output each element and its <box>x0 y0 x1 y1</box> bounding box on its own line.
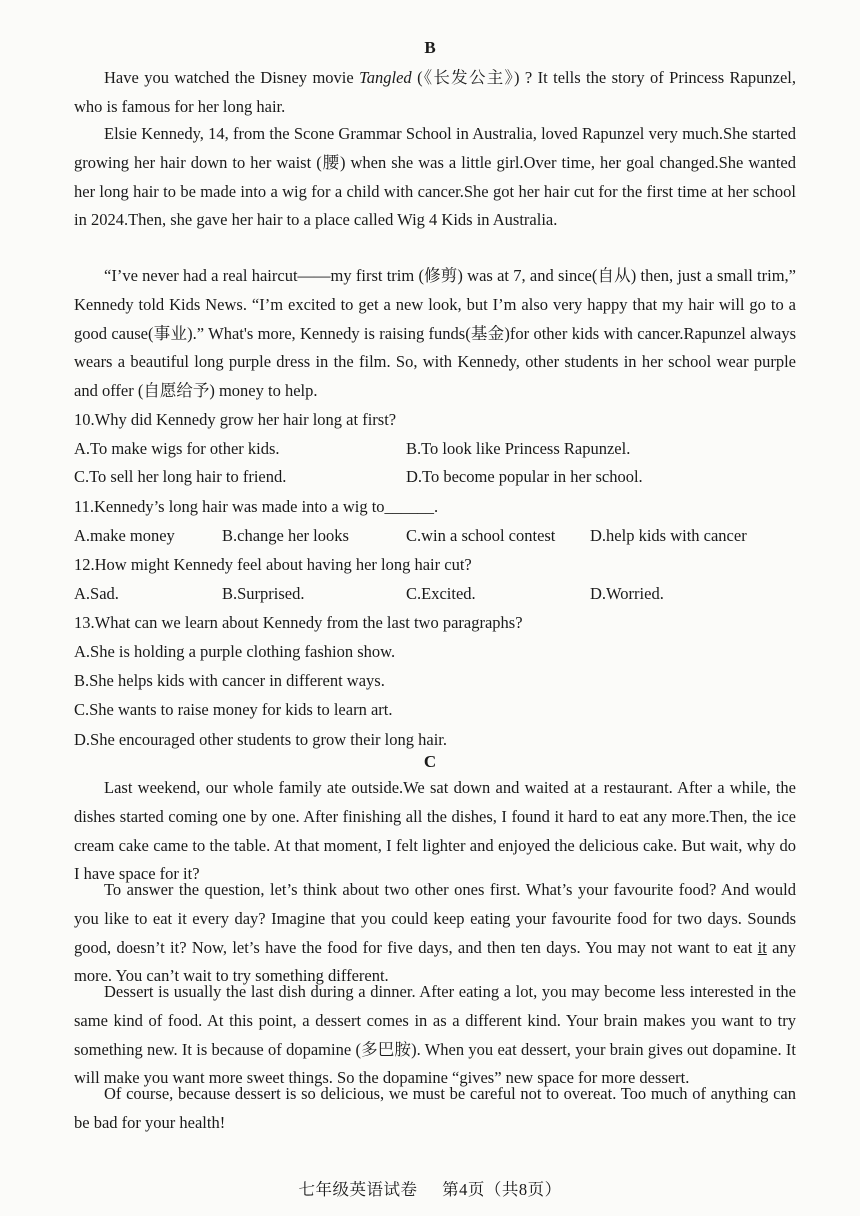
section-c-paragraph-3: Dessert is usually the last dish during a dinner. After eating a lot, you may become less interested in the same kind of food. At this point, a dessert comes in as a different kind. Your brain makes you want to try something new. It is because of dopamine (多巴胺). When you eat dessert, your brain gives out dopamine. It will make you want more sweet things. So the dopamine “gives” new space for more dessert. <box>74 982 796 1088</box>
question-13-option-a: A.She is holding a purple clothing fashion show. <box>74 642 396 661</box>
exam-name: 七年级英语试卷 <box>298 1180 418 1199</box>
question-12-option-a: A.Sad. <box>74 584 119 603</box>
page-number: 第4页（共8页） <box>442 1180 562 1199</box>
section-c-paragraph-1: Last weekend, our whole family ate outside.We sat down and waited at a restaurant. After a while, the dishes started coming one by one. After finishing all the dishes, I found it hard to eat any more.Then, the ice cream cake came to the table. At that moment, I felt lighter and enjoyed the delicious cake. But wait, why do I have space for it? <box>74 778 796 884</box>
section-b-heading: B <box>424 38 436 57</box>
question-12-option-b: B.Surprised. <box>222 584 305 603</box>
section-c-paragraph-2 <box>74 876 796 991</box>
question-13-option-c: C.She wants to raise money for kids to learn art. <box>74 700 393 719</box>
question-13-stem: 13.What can we learn about Kennedy from the last two paragraphs? <box>74 613 523 632</box>
question-11-option-a: A.make money <box>74 526 175 545</box>
question-11-option-b: B.change her looks <box>222 526 349 545</box>
paragraph-text: Have you watched the Disney movie <box>104 68 360 87</box>
section-c-heading: C <box>423 752 437 771</box>
question-12-stem: 12.How might Kennedy feel about having her long hair cut? <box>74 555 472 574</box>
question-11-option-d: D.help kids with cancer <box>590 526 747 545</box>
section-b-paragraph-2: Elsie Kennedy, 14, from the Scone Grammar School in Australia, loved Rapunzel very much.She started growing her hair down to her waist (腰) when she was a little girl.Over time, her goal changed.She wanted her long hair to be made into a wig for a child with cancer.She got her hair cut for the first time at her school in 2024.Then, she gave her hair to a place called Wig 4 Kids in Australia. <box>74 124 796 230</box>
question-10-stem: 10.Why did Kennedy grow her hair long at first? <box>74 410 397 429</box>
underlined-word: it <box>757 937 767 957</box>
question-11-option-c: C.win a school contest <box>406 526 556 545</box>
question-11-stem: 11.Kennedy’s long hair was made into a wig to______. <box>74 497 439 516</box>
question-10-option-b: B.To look like Princess Rapunzel. <box>406 439 631 458</box>
question-13-option-b: B.She helps kids with cancer in different ways. <box>74 671 385 690</box>
question-13-option-d: D.She encouraged other students to grow their long hair. <box>74 730 447 749</box>
question-10-option-a: A.To make wigs for other kids. <box>74 439 280 458</box>
question-10-option-c: C.To sell her long hair to friend. <box>74 467 287 486</box>
paragraph-text: any more. You can’t wait to try something different. <box>74 937 796 986</box>
question-10-option-d: D.To become popular in her school. <box>406 467 643 486</box>
question-12-option-d: D.Worried. <box>590 584 664 603</box>
question-12-option-c: C.Excited. <box>406 584 476 603</box>
section-c-paragraph-4: Of course, because dessert is so delicious, we must be careful not to overeat. Too much of anything can be bad for your health! <box>74 1084 796 1132</box>
movie-title: Tangled <box>359 68 412 87</box>
section-b-paragraph-3: “I’ve never had a real haircut——my first trim (修剪) was at 7, and since(自从) then, just a small trim,” Kennedy told Kids News. “I’m excited to get a new look, but I’m also very happy that my hair will go to a good cause(事业).” What's more, Kennedy is raising funds(基金)for other kids with cancer.Rapunzel always wears a beautiful long purple dress in the film. So, with Kennedy, other students in her school wear purple and offer (自愿给予) money to help. <box>74 266 796 401</box>
page-footer <box>0 1176 860 1200</box>
section-b-paragraph-1 <box>74 64 796 122</box>
paragraph-text: To answer the question, let’s think about two other ones first. What’s your favourite food? And would you like to eat it every day? Imagine that you could keep eating your favourite food for two days. Sounds good, doesn’t it? Now, let’s have the food for five days, and then ten days. You may not want to eat <box>74 880 796 957</box>
paragraph-text: (《长发公主》) ? It tells the story of Princess Rapunzel, who is famous for her long hair. <box>74 68 796 116</box>
